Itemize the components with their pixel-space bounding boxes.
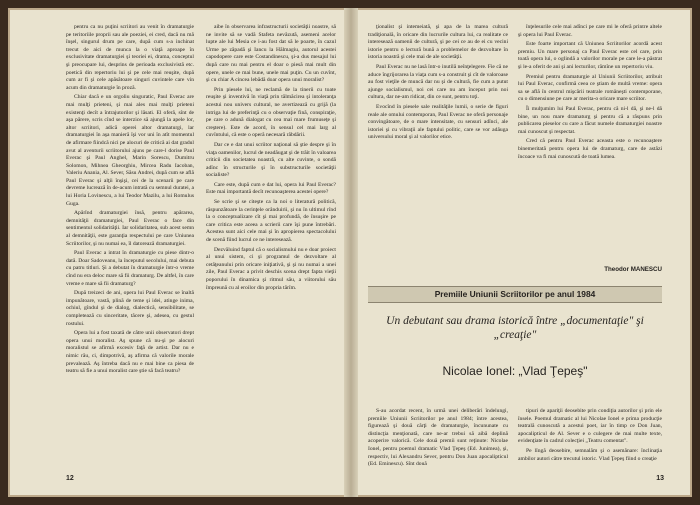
article-subheading: Un debutant sau drama istorică între „documentaţie" şi „creaţie" bbox=[386, 315, 644, 341]
paragraph: Este foarte important că Uniunea Scriitorilor acordă acest premiu. Un mare personaj ca Paul Everac este cel care, prin toată opera lui, o oglindă a valorilor morale pe care le-a păstrat şi le-a oferit de ani şi ani lecturilor, rămîne un repertoriu viu. bbox=[518, 41, 662, 70]
paragraph: Îi mulţumim lui Paul Everac, pentru că ni-l dă, şi ne-l dă bine, un nou mare dramaturg şi pentru că a răspuns prin publicarea pieselor cu care a făcut numele dramaturgiei noastre mai cunoscut şi respectat. bbox=[518, 105, 662, 135]
paragraph: Care este, după cum e dat lui, opera lui Paul Everac? Este mai importantă decît recunoaşterea acestei opere? bbox=[206, 181, 336, 196]
paragraph: Prin piesele lui, ne reclamă de la tinerii cu toate reuşite şi inventivă în viaţă prin tălmăcirea şi intoleranţa acestui nou univers cultural, ne avertizează cu grijă (la intriga lui de preferinţă cu o observaţie fină, conspiraţie, pe care o adună dialogat cu cea mai mare frumuseţe şi creştere). Este de acord, în sensul cel mai larg al cuvîntului, că este o operă necesară răbdării. bbox=[206, 86, 336, 139]
paragraph: Premiul pentru dramaturgie al Uniunii Scriitorilor, atribuit lui Paul Everac, confirmă ceea ce ştiam de multă vreme: opera sa se află în centrul mişcării teatrale româneşti contemporane, cu o dimensiune pe care ar merita-o oricare mare scriitor. bbox=[518, 73, 662, 103]
left-column-2 bbox=[206, 24, 336, 494]
article-headline: Nicolae Ionel: „Vlad Ţepeş" bbox=[442, 364, 588, 378]
paragraph: Apărînd dramaturgiei însă, pentru apărarea, demnităţii dramaturgiei, Paul Everac o face din sentimentul solidarităţii. Iar solidaritatea, sub acest semn al demnităţii, este garanţia respectului pe care Uniunea Scriitorilor, şi nu numai ea, îl datorează dramaturgiei. bbox=[66, 210, 194, 247]
paragraph: tipuri de apariţii deosebite prin condiţia autorilor şi prin ele însele. Poemul dramatic al lui Nicolae Ionel e prima producţie teatrală cunoscută a acestui poet, iar în timp ce Don Juan, apocalipticul de Al. Sever e o culegere de mai multe texte, evidenţiate în cadrul colecţiei „Teatru comentat". bbox=[518, 408, 662, 445]
paragraph: Dar ce e dat unui scriitor naţional să ştie despre şi în viaţa oamenilor, lucrul de neadăugat şi de trăit în valoarea criticii din societatea noastră, cu alte cuvinte, o sondă adînc în structurile şi în substructurile societăţii socialiste? bbox=[206, 141, 336, 179]
left-column-1 bbox=[66, 24, 194, 494]
paragraph: Paul Everac a intrat în dramaturgie cu piese dintr-o dată. Doar Sadoveanu, la începutul secolului, mai debuta cu patru titluri. Şi a debutat în dramaturgie într-o vreme cînd nu era deloc mare să fii dramaturg. De altfel, în care vreme e mare să fii dramaturg? bbox=[66, 250, 194, 287]
page-number-left: 12 bbox=[66, 475, 74, 483]
section-title: Premiile Uniunii Scriitorilor pe anul 1984 bbox=[368, 286, 662, 303]
paragraph: ţionalist şi intemeiată, şi apa de la marea cultură tradiţională, în oricare din lucrurile cultura lui, ca realitate ce interesează oamenii de cultură, şi pe cei ce au de ei cu vecini istorie pentru o lectură bună a problemelor de dezvoltare în istoria noastră şi cele mai de ale societăţii. bbox=[368, 24, 508, 61]
book-spread bbox=[8, 8, 692, 497]
paragraph: pentru ca nu puţini scriitori au venit în dramaturgie pe teritoriile proprii sau ale poeziei, ei cred, dacă nu mă înşel, singurul drum pe care, după cum s-a inchinat trecut de aici de munca la o viaţă aproape în exclusivitate dramaturgiei şi teoriei ei, drama, conceptul şi preocupare lui, desprins de perioada exclusivistă etc. poetică din repertoriu lui şi pe cele mai reuşite, după cum ar fi şi cele apăsătoare singuri cuvintele care vin acum din dramaturgie în proză. bbox=[66, 24, 194, 91]
right-column-1 bbox=[368, 24, 508, 274]
paragraph: Opera lui a fost taxată de către unii observatori drept opera unui moralist. Aş spune că nu-şi pe alocuri moralistul se afirmă excesiv faţă de artist. Dar nu e nimic rău, ci, dimpotrivă, aş afirma că valorile morale prevalează. Aş întreba dacă nu e mai bine ca piesa de teatru să fie a unui moralist care ştie să facă teatru? bbox=[66, 330, 194, 375]
paragraph: Dezvăluind faptul că o socialismului nu e doar proiect al unui sistem, ci şi programul de dezvoltare al cetăţeanului prin oricare iniţiativă, şi şi nu numai a unei zile, Paul Everac a privit deschis scena drept fapta vieţii poporului în dinamica şi ritmul său, a viitorului său împreună cu al eroilor din propria tărîm. bbox=[206, 246, 336, 291]
paragraph: aibe în observarea infrastructurii societăţii noastre, să ne invite să se vadă Stafeta nevăzută, asemeni acelor lupte ale lui Mesia ce i-au fost dat să le poarte, în cazul Urme pe zăpadă şi Iancu la Hălmagiu, autorul acestei capodopere care este Costandinescu, şi-a dus mesajul lui după care nu mai pentru el doar o piesă mai mult din opere, unele ce mai bune, unele mai puţin. Cu un cuvînt, şi cu chiar A cincea lebădă doar opera unui moralist? bbox=[206, 24, 336, 84]
author-signature: Theodor MANESCU bbox=[604, 266, 662, 273]
paragraph: Se scrie şi se citeşte ca la noi o literatură politică, răspunzătoare la cerinţele orânduirii, şi nu în ultimul rînd la o conceptualizare cît şi mai profundă, de însuşire pe care critica este aceea a scrierii care îşi pune întrebări. Acestea sunt aici cele mai şi în apropierea spectacolului de scenă fiind lucrul ce ne interesează. bbox=[206, 199, 336, 244]
page-number-right: 13 bbox=[656, 475, 664, 483]
right-page bbox=[368, 18, 664, 487]
paragraph: Chiar dacă e un orgoliu singuratic, Paul Everac are mai mulţi prieteni, şi mai ales mai mulţi prieteni existenţi decît a întrajutorilor şi lăsati. El oferă, sînt de aşa părere, scris cînd se interzice să ajungă la apele lor, altor scriitori, adică operei altor dramaturgi, lar dramaturgiei în aşa manieră îşi vor uni în atît momentul de afirmare fiindcă nici pe alocuri de critică ai dat gradul avut al aventurii scriitorului ajuns pe care-l dorise Paul Everac şi Paul Anghel, Marin Sorescu, Dumitru Solomon, Mihnea Gheorghiu, Mircea Radu Iacoban, Valeriu Anania, Al. Sever, Săsu Andrei, după cum se află Paul Everac şi alţii înşişi, cei de la scenarii pe care devreme lucrează în de-acum intrată cu semnul duratei, a lui Horia Lovinescu, a lui Teodor Mazilu, a lui Romulus Guga. bbox=[66, 94, 194, 207]
paragraph: Cred că pentru Paul Everac aceasta este o recunoaştere binemeritată pentru opera lui de dramaturg, care de astăzi încoace va fi mai cunoscută de toată lumea. bbox=[518, 138, 662, 160]
right-column-3 bbox=[368, 408, 508, 498]
paragraph: S-au acordat recent, în urmă unei deliberări îndelungi, premiile Uniunii Scriitorilor pe anul 1984; între acestea, figurează şi două cărţi de dramaturgie, încununate cu distincţia menţionată, care ne-ar trebui să aibă deplină acoperire valorică. Cele două premii sunt reţinute: Nicolae Ionel, pentru poemul dramatic Vlad Ţepeş (Ed. Junimea), şi, respectiv, lui Alexandru Sever, pentru Don Juan apocalipticul (Ed. Eminescu). Sînt două bbox=[368, 408, 508, 468]
book-gutter bbox=[344, 8, 358, 497]
paragraph: După treizeci de ani, opera lui Paul Everac se înaltă impunătoare, vastă, plină de teme şi idei, atinge inima, ochiul, gîndul şi de dialog, dialectică, sensibilitate, se completează cu sinceritate, tăcere şi, adesea, cu gestul rostului. bbox=[66, 290, 194, 327]
paragraph: Paul Everac nu ne lasă într-o inutilă neînţelegere. Fie că ne aduce îngrijorarea la viaţa cum s-a construit şi cît de valoroase au fost vieţile de muncă dar nu şi de cultură, fie cum a putut ajunge socialismul, noi cei care nu am început prin noi cultura, dar ne-am ridicat, din ce sunt, pentru toţi. bbox=[368, 63, 508, 101]
right-column-2 bbox=[518, 24, 662, 274]
right-column-4 bbox=[518, 408, 662, 498]
left-page bbox=[66, 18, 338, 487]
paragraph: Pe lîngă deosebire, semnalăm şi o asemănare: înclinaţia ambilor autori către trecutul istoric. Vlad Ţepeş fiind o creaţie bbox=[518, 447, 662, 462]
paragraph: Evocînd în piesele sale realităţile lumii, o serie de figuri reale ale omului contemporan, Paul Everac ne oferă personaje convingătoare, de o mare intensitate, cu sensuri adînci, ale istoriei şi cu vibraţii ale faptului politic, care se vor adăuga universului moral şi al valorilor etice. bbox=[368, 103, 508, 141]
paragraph: înţelesurile cele mai adînci pe care mi le oferă printre altele şi opera lui Paul Everac. bbox=[518, 24, 662, 38]
